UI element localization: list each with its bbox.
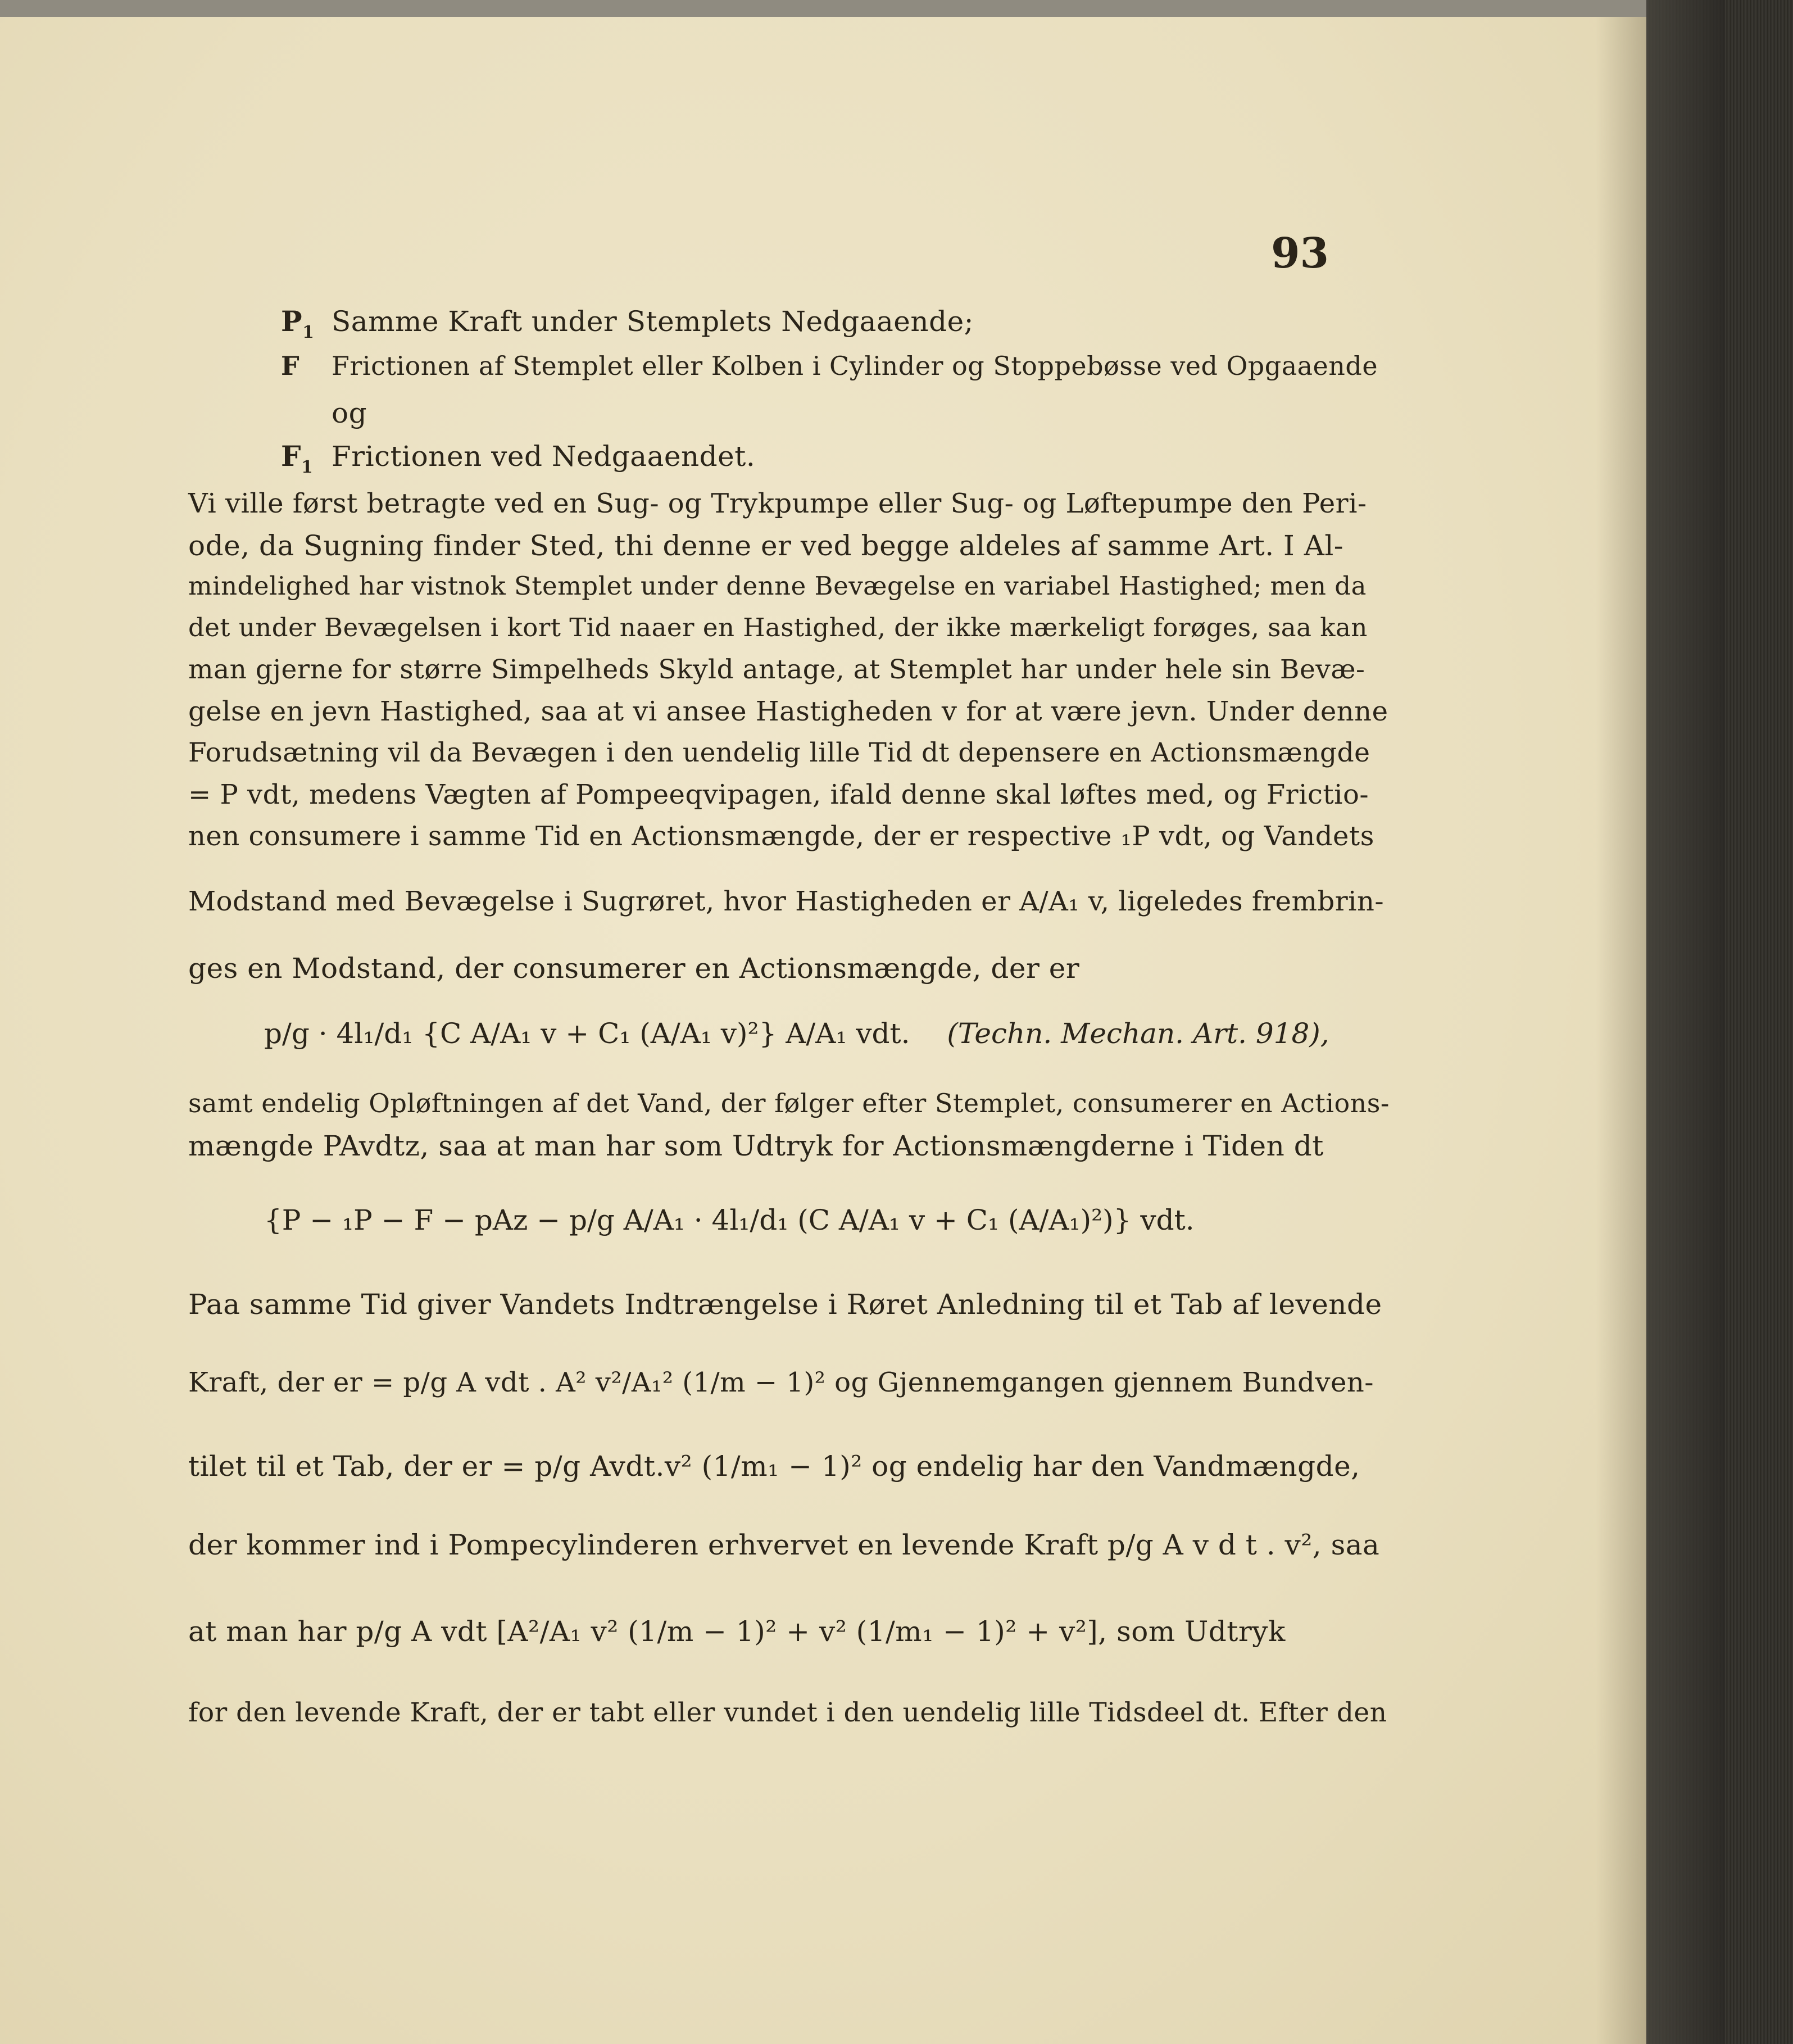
text-line: samt endelig Opløftningen af det Vand, der følger efter Stemplet, consumerer en Actions- [188,1088,1390,1118]
book-spine-shadow [1646,0,1725,2044]
text-line: mængde PAvdtz, saa at man har som Udtryk for Actionsmængderne i Tiden dt [188,1130,1324,1162]
text-line: tilet til et Tab, der er = p/g Avdt.v² (1/m₁ − 1)² og endelig har den Vandmængde, [188,1450,1360,1483]
text-line: ode, da Sugning finder Sted, thi denne er ved begge aldeles af samme Art. I Al- [188,529,1344,562]
text-line: for den levende Kraft, der er tabt eller vundet i den uendelig lille Tidsdeel dt. Efter den [188,1697,1387,1728]
definition-line [281,351,1378,386]
text-line: nen consumere i samme Tid en Actionsmængde, der er respective ₁P vdt, og Vandets [188,821,1374,852]
equation-1 [264,1017,1329,1050]
text-line: Kraft, der er = p/g A vdt . A² v²/A₁² (1/m − 1)² og Gjennemgangen gjennem Bundven- [188,1367,1374,1398]
definition-line [332,397,367,429]
definition-text: Samme Kraft under Stemplets Nedgaaende; [332,305,974,338]
text-line: der kommer ind i Pompecylinderen erhvervet en levende Kraft p/g A v d t . v², saa [188,1529,1380,1561]
text-line: man gjerne for større Simpelheds Skyld antage, at Stemplet har under hele sin Bevæ- [188,654,1365,685]
text-line: Forudsætning vil da Bevægen i den uendelig lille Tid dt depensere en Actionsmængde [188,737,1370,768]
equation-1-body: p/g · 4l₁/d₁ {C A/A₁ v + C₁ (A/A₁ v)²} A/A₁ vdt. [264,1017,910,1050]
equation-2: {P − ₁P − F − pAz − p/g A/A₁ · 4l₁/d₁ (C A/A₁ v + C₁ (A/A₁)²)} vdt. [264,1204,1195,1236]
text-line: mindelighed har vistnok Stemplet under denne Bevægelse en variabel Hastighed; men da [188,571,1367,601]
text-line: gelse en jevn Hastighed, saa at vi ansee Hastigheden v for at være jevn. Under denne [188,696,1388,727]
text-line: Paa samme Tid giver Vandets Indtrængelse i Røret Anledning til et Tab af levende [188,1288,1382,1321]
definition-line [281,439,755,477]
page-number: 93 [1271,229,1329,278]
page-edge-shadow [1596,17,1646,2044]
text-line: Vi ville først betragte ved en Sug- og Trykpumpe eller Sug- og Løftepumpe den Peri- [188,488,1367,519]
definition-line [281,305,974,342]
definition-symbol: $F_1$ [281,439,314,477]
definition-text: Frictionen ved Nedgaaendet. [332,440,756,473]
text-line: Modstand med Bevægelse i Sugrøret, hvor Hastigheden er A/A₁ v, ligeledes frembrin- [188,886,1385,917]
definition-symbol: F [281,351,300,381]
definition-text: Frictionen af Stemplet eller Kolben i Cylinder og Stoppebøsse ved Opgaaende [332,351,1378,381]
text-line: at man har p/g A vdt [A²/A₁ v² (1/m − 1)² + v² (1/m₁ − 1)² + v²], som Udtryk [188,1615,1286,1648]
book-page [0,17,1646,2044]
text-line: ges en Modstand, der consumerer en Actionsmængde, der er [188,952,1080,985]
definition-symbol: $P_1$ [281,305,315,342]
equation-1-reference: (Techn. Mechan. Art. 918), [947,1017,1329,1050]
definition-text: og [332,397,367,429]
text-line: = P vdt, medens Vægten af Pompeeqvipagen, ifald denne skal løftes med, og Frictio- [188,779,1369,810]
text-line: det under Bevægelsen i kort Tid naaer en Hastighed, der ikke mærkeligt forøges, saa kan [188,613,1368,642]
